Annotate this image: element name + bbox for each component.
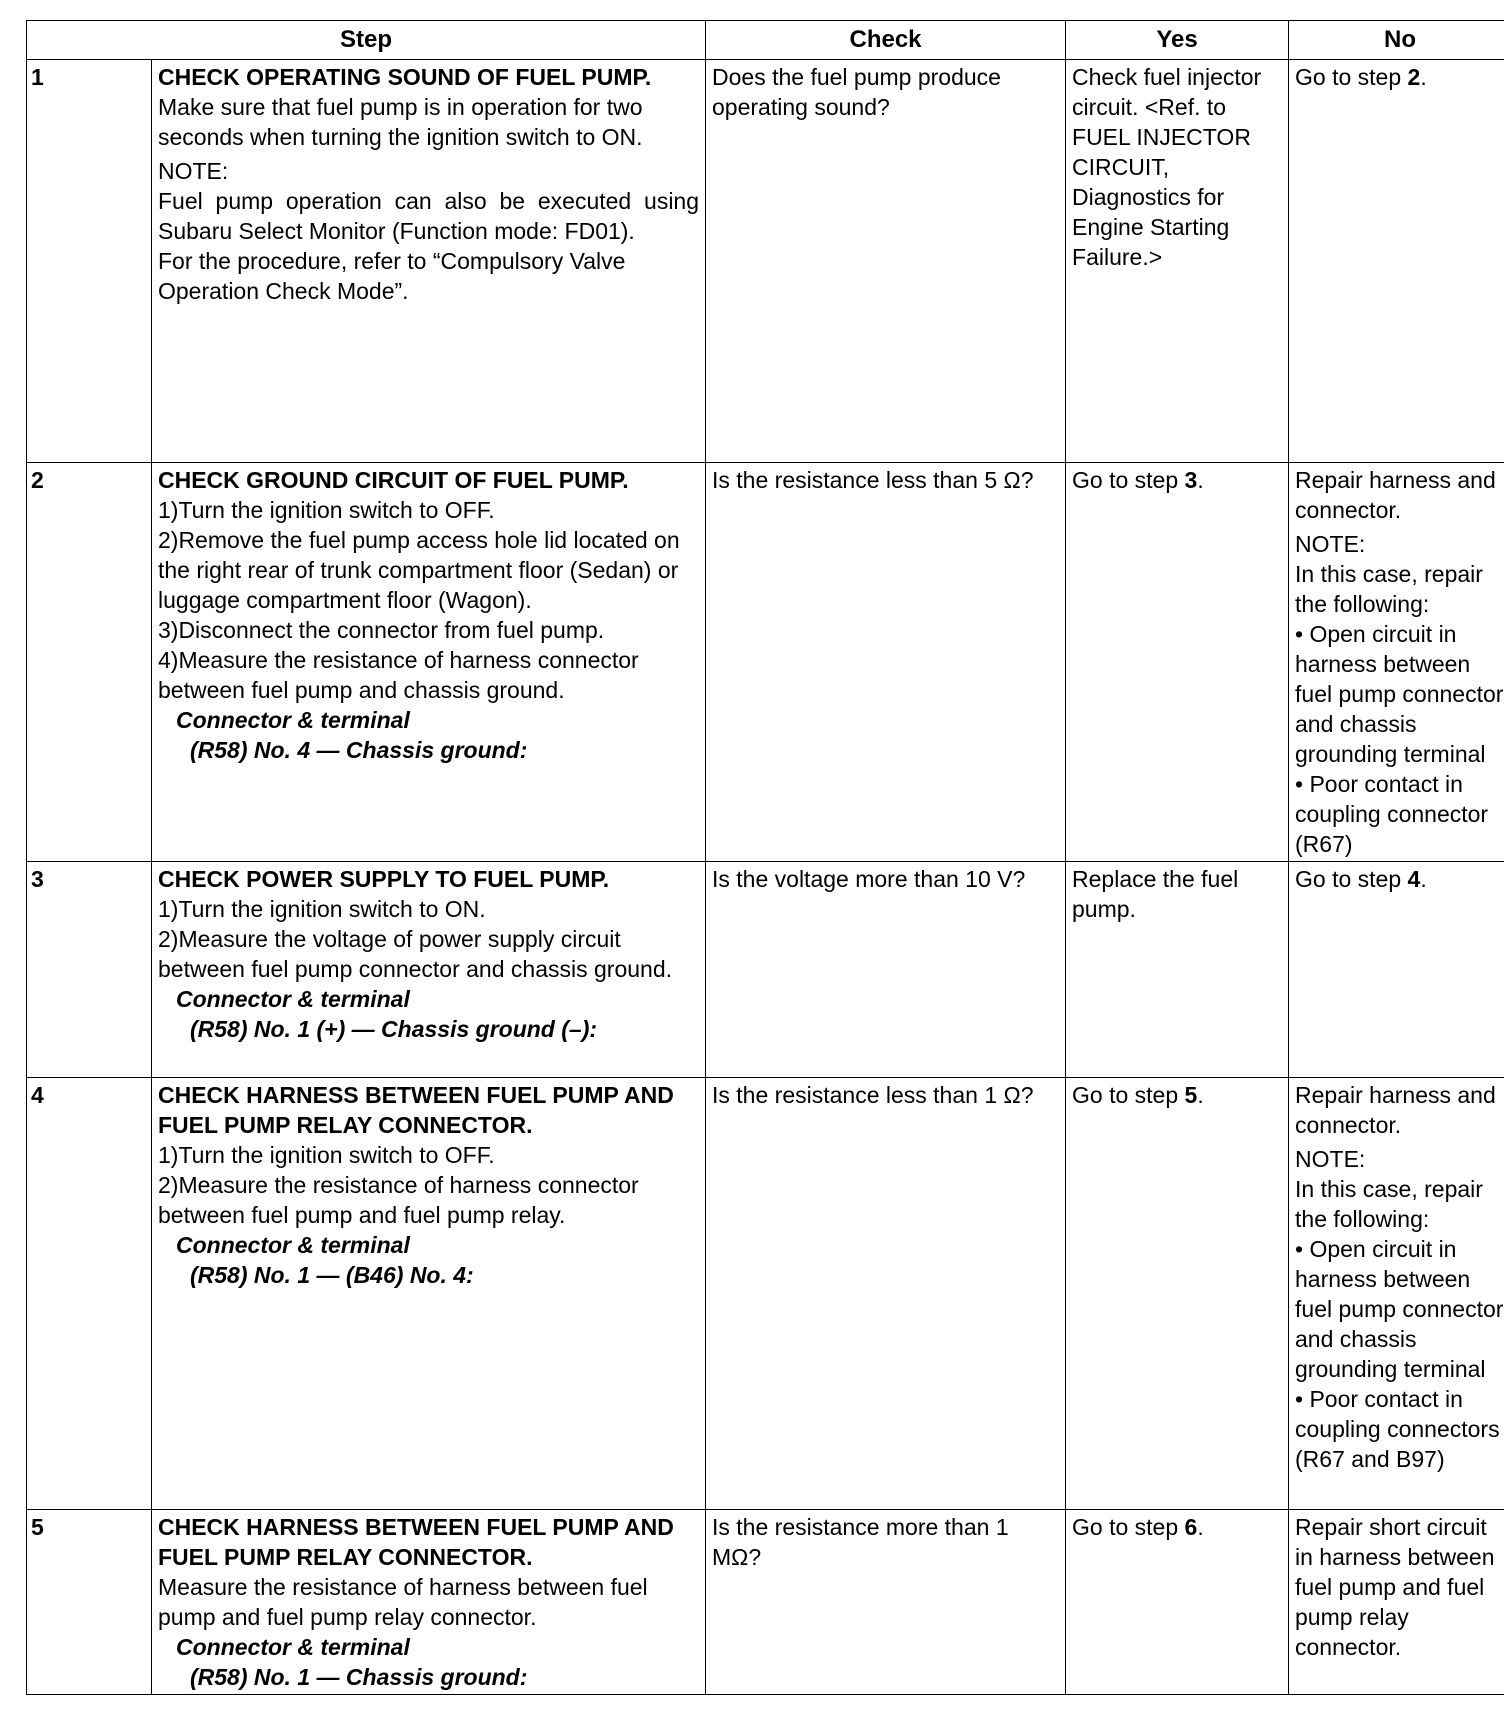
no-cell: Repair short circuit in harness between fuel pump and fuel pump relay connector.	[1289, 1510, 1504, 1695]
step-number: 3	[27, 862, 152, 1078]
goto-suffix: .	[1420, 866, 1427, 892]
connector-terminal: (R58) No. 1 — Chassis ground:	[190, 1664, 528, 1690]
step-text: 1)Turn the ignition switch to OFF.	[158, 497, 495, 523]
goto-step-number: 3	[1184, 467, 1198, 493]
check-cell: Does the fuel pump produce operating sound?	[706, 60, 1066, 463]
step-title: CHECK HARNESS BETWEEN FUEL PUMP AND FUEL PUMP RELAY CONNECTOR.	[158, 1082, 674, 1138]
step-number: 5	[27, 1510, 152, 1695]
goto-step-number: 6	[1184, 1514, 1198, 1540]
goto-step-number: 2	[1407, 64, 1421, 90]
table-row-step-1	[27, 60, 1504, 463]
goto-text: Go to step	[1072, 467, 1185, 493]
step-text: 2)Measure the voltage of power supply circuit between fuel pump connector and chassis ground.	[158, 926, 672, 982]
goto-step-number: 4	[1407, 866, 1421, 892]
goto-suffix: .	[1197, 1082, 1204, 1108]
step-title: CHECK POWER SUPPLY TO FUEL PUMP.	[158, 866, 610, 892]
connector-terminal: (R58) No. 4 — Chassis ground:	[190, 737, 528, 763]
step-text: Measure the resistance of harness between fuel pump and fuel pump relay connector.	[158, 1574, 648, 1630]
step-number: 4	[27, 1078, 152, 1510]
goto-suffix: .	[1197, 467, 1204, 493]
no-cell	[1289, 1078, 1504, 1510]
step-number: 1	[27, 60, 152, 463]
no-text: Repair harness and connector.	[1295, 467, 1496, 523]
no-cell	[1289, 463, 1504, 862]
note-label: NOTE:	[1295, 1146, 1366, 1172]
step-description	[152, 862, 706, 1078]
check-cell: Is the voltage more than 10 V?	[706, 862, 1066, 1078]
table-row-step-3	[27, 862, 1504, 1078]
step-description	[152, 1078, 706, 1510]
connector-label: Connector & terminal	[176, 1232, 410, 1258]
step-title: CHECK OPERATING SOUND OF FUEL PUMP.	[158, 64, 652, 90]
step-description	[152, 1510, 706, 1695]
no-cell	[1289, 60, 1504, 463]
goto-text: Go to step	[1072, 1082, 1185, 1108]
note-label: NOTE:	[158, 158, 229, 184]
goto-suffix: .	[1420, 64, 1427, 90]
step-text: 1)Turn the ignition switch to OFF.	[158, 1142, 495, 1168]
step-text: Make sure that fuel pump is in operation for two seconds when turning the ignition switch to ON.	[158, 94, 643, 150]
note-label: NOTE:	[1295, 531, 1366, 557]
check-cell: Is the resistance less than 5 Ω?	[706, 463, 1066, 862]
no-bullet: • Poor contact in coupling connector (R67)	[1295, 771, 1489, 857]
step-text: 1)Turn the ignition switch to ON.	[158, 896, 486, 922]
diagnostic-table-container	[26, 20, 1504, 1695]
step-text: 3)Disconnect the connector from fuel pump.	[158, 617, 605, 643]
connector-label: Connector & terminal	[176, 1634, 410, 1660]
goto-text: Go to step	[1295, 64, 1408, 90]
no-text: (R67 and B97)	[1295, 1446, 1445, 1472]
step-text: For the procedure, refer to “Compulsory Valve Operation Check Mode”.	[158, 248, 626, 304]
table-row-step-5	[27, 1510, 1504, 1695]
yes-cell: Check fuel injector circuit. <Ref. to FUEL INJECTOR CIRCUIT, Diagnostics for Engine Starting Failure.>	[1066, 60, 1289, 463]
table-row-step-4	[27, 1078, 1504, 1510]
step-description	[152, 60, 706, 463]
goto-text: Go to step	[1072, 1514, 1185, 1540]
step-description	[152, 463, 706, 862]
goto-suffix: .	[1197, 1514, 1204, 1540]
no-text: In this case, repair the following:	[1295, 561, 1483, 617]
no-bullet: • Open circuit in harness between fuel pump connector and chassis grounding terminal	[1295, 1236, 1504, 1382]
no-bullet: • Open circuit in harness between fuel pump connector and chassis grounding terminal	[1295, 621, 1504, 767]
yes-cell	[1066, 1510, 1289, 1695]
connector-label: Connector & terminal	[176, 707, 410, 733]
header-yes: Yes	[1066, 21, 1289, 60]
connector-terminal: (R58) No. 1 — (B46) No. 4:	[190, 1262, 474, 1288]
goto-text: Go to step	[1295, 866, 1408, 892]
goto-step-number: 5	[1184, 1082, 1198, 1108]
step-title: CHECK GROUND CIRCUIT OF FUEL PUMP.	[158, 467, 629, 493]
header-step: Step	[27, 21, 706, 60]
no-bullet: • Poor contact in coupling connectors	[1295, 1386, 1500, 1442]
yes-cell	[1066, 1078, 1289, 1510]
step-text: 2)Remove the fuel pump access hole lid located on the right rear of trunk compartment floor (Sedan) or luggage compartment floor (Wagon).	[158, 527, 680, 613]
diagnostic-table	[26, 20, 1504, 1695]
table-row-step-2	[27, 463, 1504, 862]
no-text: Repair harness and connector.	[1295, 1082, 1496, 1138]
step-text: Fuel pump operation can also be executed using Subaru Select Monitor (Function mode: FD01).	[158, 188, 700, 244]
step-number: 2	[27, 463, 152, 862]
step-text: 2)Measure the resistance of harness connector between fuel pump and fuel pump relay.	[158, 1172, 639, 1228]
header-no: No	[1289, 21, 1504, 60]
no-text: In this case, repair the following:	[1295, 1176, 1483, 1232]
header-row	[27, 21, 1504, 60]
yes-cell: Replace the fuel pump.	[1066, 862, 1289, 1078]
connector-label: Connector & terminal	[176, 986, 410, 1012]
connector-terminal: (R58) No. 1 (+) — Chassis ground (–):	[190, 1016, 598, 1042]
yes-cell	[1066, 463, 1289, 862]
header-check: Check	[706, 21, 1066, 60]
no-cell	[1289, 862, 1504, 1078]
step-text: 4)Measure the resistance of harness connector between fuel pump and chassis ground.	[158, 647, 639, 703]
check-cell: Is the resistance less than 1 Ω?	[706, 1078, 1066, 1510]
step-title: CHECK HARNESS BETWEEN FUEL PUMP AND FUEL PUMP RELAY CONNECTOR.	[158, 1514, 674, 1570]
check-cell: Is the resistance more than 1 MΩ?	[706, 1510, 1066, 1695]
